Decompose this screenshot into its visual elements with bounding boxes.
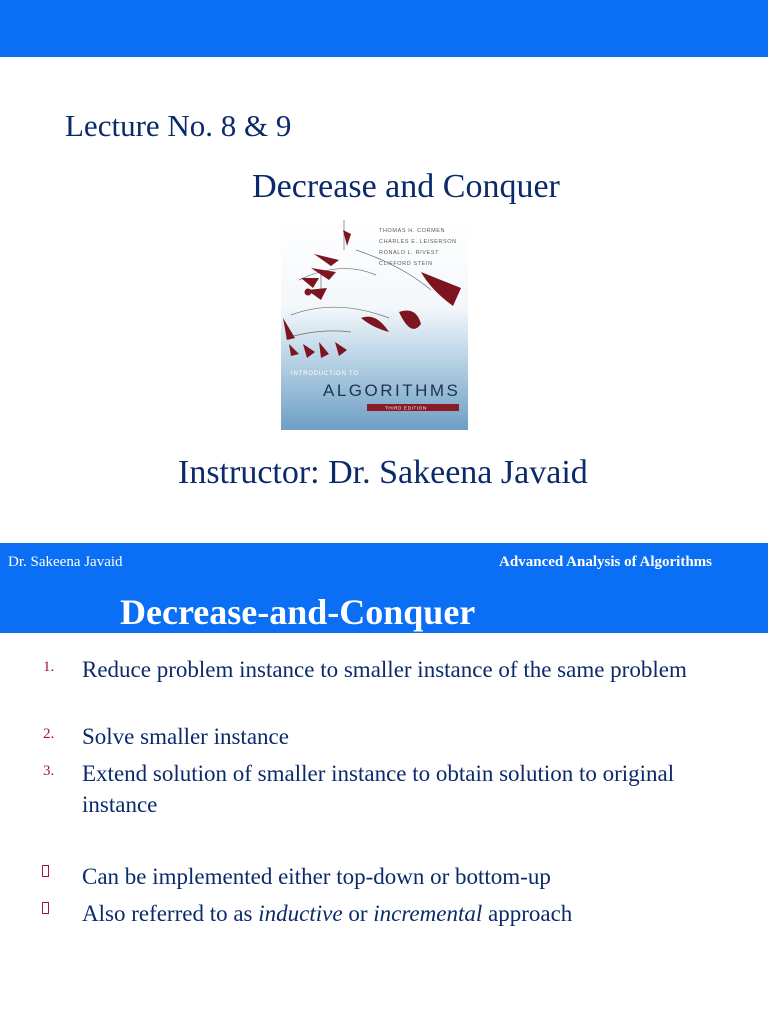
step-number: 1. xyxy=(43,659,55,675)
bullet-text: Can be implemented either top-down or bottom-up xyxy=(82,864,551,889)
cover-title: ALGORITHMS xyxy=(323,381,461,400)
step-number: 2. xyxy=(43,726,55,742)
bullet-text xyxy=(82,898,722,929)
cover-author-1: THOMAS H. CORMEN xyxy=(379,228,446,234)
bullet-text-mid: or xyxy=(342,901,374,926)
slide-header-band xyxy=(0,543,768,633)
instructor-name: Instructor: Dr. Sakeena Javaid xyxy=(178,454,588,491)
step-text: Solve smaller instance xyxy=(82,724,289,749)
bullet-marker-icon xyxy=(42,902,49,914)
header-course-title: Advanced Analysis of Algorithms xyxy=(499,554,712,570)
lecture-number: Lecture No. 8 & 9 xyxy=(65,108,292,143)
step-text: Extend solution of smaller instance to obtain solution to original instance xyxy=(82,761,675,817)
cover-author-3: RONALD L. RIVEST xyxy=(379,250,440,256)
bullet-text-post: approach xyxy=(482,901,573,926)
emphasis-inductive: inductive xyxy=(258,901,343,926)
bullet-marker-icon xyxy=(42,865,49,877)
step-text: Reduce problem instance to smaller instance of the same problem xyxy=(82,657,687,682)
cover-author-2: CHARLES E. LEISERSON xyxy=(379,239,457,245)
emphasis-incremental: incremental xyxy=(373,901,483,926)
book-cover-image xyxy=(281,220,468,430)
header-author: Dr. Sakeena Javaid xyxy=(8,554,123,570)
lecture-title: Decrease and Conquer xyxy=(252,168,560,205)
cover-subtitle: INTRODUCTION TO xyxy=(291,371,359,377)
step-number: 3. xyxy=(43,763,55,779)
cover-author-4: CLIFFORD STEIN xyxy=(379,261,433,267)
slide-title: Decrease-and-Conquer xyxy=(120,592,476,632)
bullet-text-pre: Also referred to as xyxy=(82,901,259,926)
cover-edition: THIRD EDITION xyxy=(385,405,427,411)
top-blue-bar xyxy=(0,0,768,57)
